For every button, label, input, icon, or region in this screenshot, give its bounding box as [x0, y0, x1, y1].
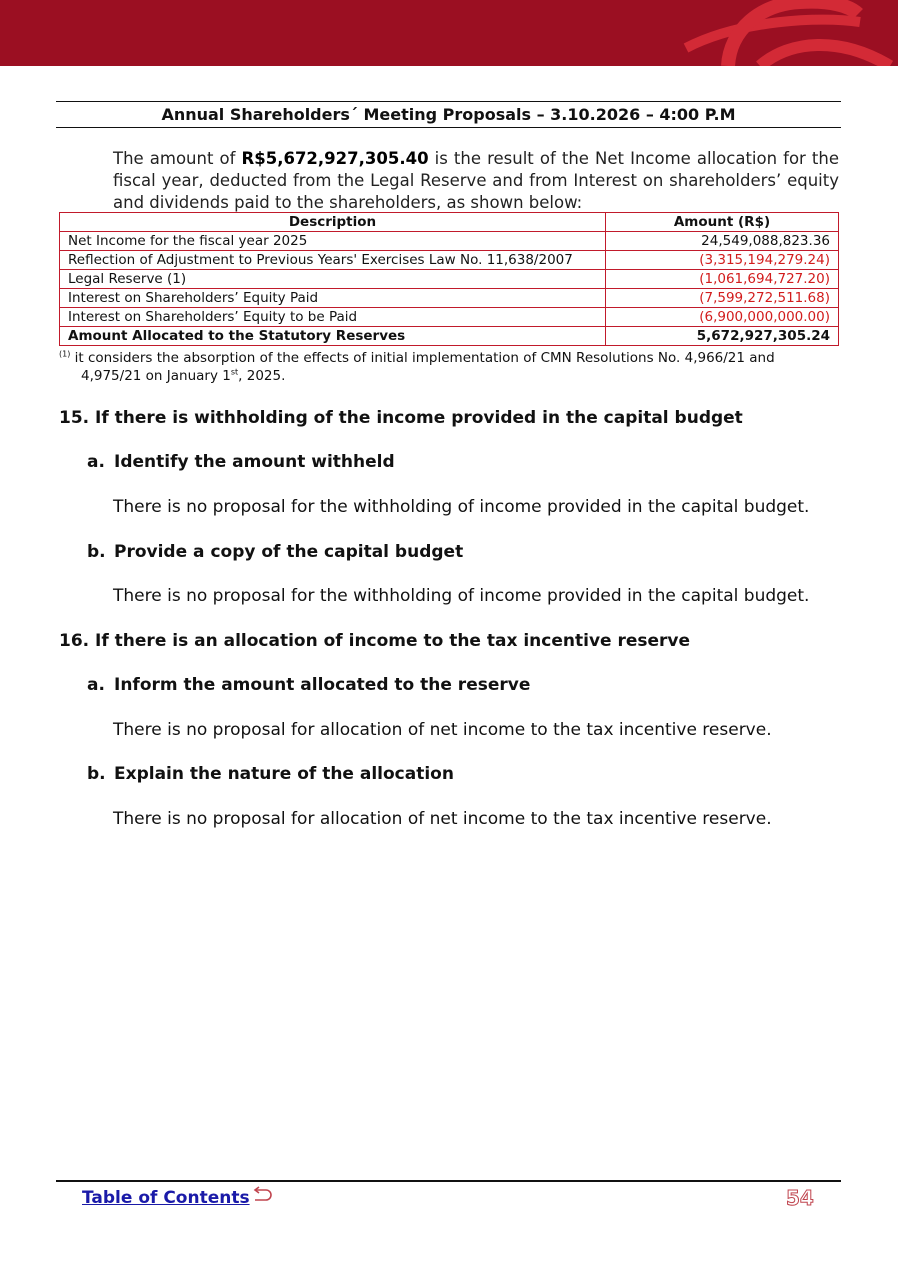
- allocation-table: [59, 212, 839, 346]
- table-total-row: [60, 327, 839, 346]
- item-label: b.: [87, 764, 106, 784]
- header-rule-bottom: [56, 127, 841, 128]
- section-15a-heading: [87, 452, 395, 472]
- row-label: Net Income for the fiscal year 2025: [60, 232, 606, 251]
- section-16b-text: There is no proposal for allocation of net income to the tax incentive reserve.: [113, 809, 772, 829]
- section-16a-text: There is no proposal for allocation of net income to the tax incentive reserve.: [113, 720, 772, 740]
- table-row: [60, 251, 839, 270]
- table-row: [60, 270, 839, 289]
- item-title: Identify the amount withheld: [114, 452, 395, 472]
- intro-suffix: is the result of the Net Income allocation for the fiscal year, deducted from the Legal Reserve and from Interest on shareholders’ equity and dividends paid to the shareholders, as shown below:: [113, 149, 839, 212]
- header-rule-top: [56, 101, 841, 102]
- row-amount: (7,599,272,511.68): [606, 289, 839, 308]
- section-15b-text: There is no proposal for the withholding of income provided in the capital budget.: [113, 586, 810, 606]
- table-row: [60, 289, 839, 308]
- section-16a-heading: [87, 675, 530, 695]
- row-label: Interest on Shareholders’ Equity to be Paid: [60, 308, 606, 327]
- intro-paragraph: [113, 148, 839, 214]
- intro-amount: R$5,672,927,305.40: [241, 149, 429, 168]
- row-label: Amount Allocated to the Statutory Reserves: [60, 327, 606, 346]
- footnote-line2-text: 4,975/21 on January 1: [81, 368, 231, 384]
- section-16-heading: 16. If there is an allocation of income to the tax incentive reserve: [59, 631, 691, 651]
- item-label: a.: [87, 675, 105, 695]
- page-header-title: Annual Shareholders´ Meeting Proposals – 3.10.2026 – 4:00 P.M: [161, 105, 736, 124]
- footnote-line2-suffix: , 2025.: [238, 368, 286, 384]
- footnote-line1: it considers the absorption of the effects of initial implementation of CMN Resolutions No. 4,966/21 and: [70, 350, 775, 366]
- footer-rule: [56, 1180, 841, 1182]
- return-arrow-icon[interactable]: [251, 1186, 273, 1204]
- intro-prefix: The amount of: [113, 149, 242, 168]
- brand-swoosh-icon: [0, 0, 898, 66]
- row-amount: 24,549,088,823.36: [606, 232, 839, 251]
- row-amount: (6,900,000,000.00): [606, 308, 839, 327]
- footnote-line2: [59, 367, 839, 385]
- table-footnote: [59, 349, 839, 385]
- item-title: Provide a copy of the capital budget: [114, 542, 464, 562]
- item-title: Inform the amount allocated to the reserve: [114, 675, 531, 695]
- item-title: Explain the nature of the allocation: [114, 764, 454, 784]
- item-label: a.: [87, 452, 105, 472]
- table-row: [60, 308, 839, 327]
- row-label: Legal Reserve (1): [60, 270, 606, 289]
- row-amount: (1,061,694,727.20): [606, 270, 839, 289]
- section-16b-heading: [87, 764, 454, 784]
- row-amount: 5,672,927,305.24: [606, 327, 839, 346]
- table-of-contents-link[interactable]: Table of Contents: [82, 1188, 250, 1208]
- row-label: Reflection of Adjustment to Previous Years' Exercises Law No. 11,638/2007: [60, 251, 606, 270]
- column-header-amount: Amount (R$): [606, 213, 839, 232]
- column-header-description: Description: [60, 213, 606, 232]
- page-number: 54: [786, 1186, 814, 1210]
- item-label: b.: [87, 542, 106, 562]
- section-15b-heading: [87, 542, 463, 562]
- footnote-sup: st: [230, 367, 239, 377]
- table-header-row: [60, 213, 839, 232]
- table-row: [60, 232, 839, 251]
- header-banner: [0, 0, 898, 66]
- section-15-heading: 15. If there is withholding of the income provided in the capital budget: [59, 408, 743, 428]
- row-amount: (3,315,194,279.24): [606, 251, 839, 270]
- footnote-marker: (1): [59, 349, 71, 359]
- row-label: Interest on Shareholders’ Equity Paid: [60, 289, 606, 308]
- section-15a-text: There is no proposal for the withholding of income provided in the capital budget.: [113, 497, 810, 517]
